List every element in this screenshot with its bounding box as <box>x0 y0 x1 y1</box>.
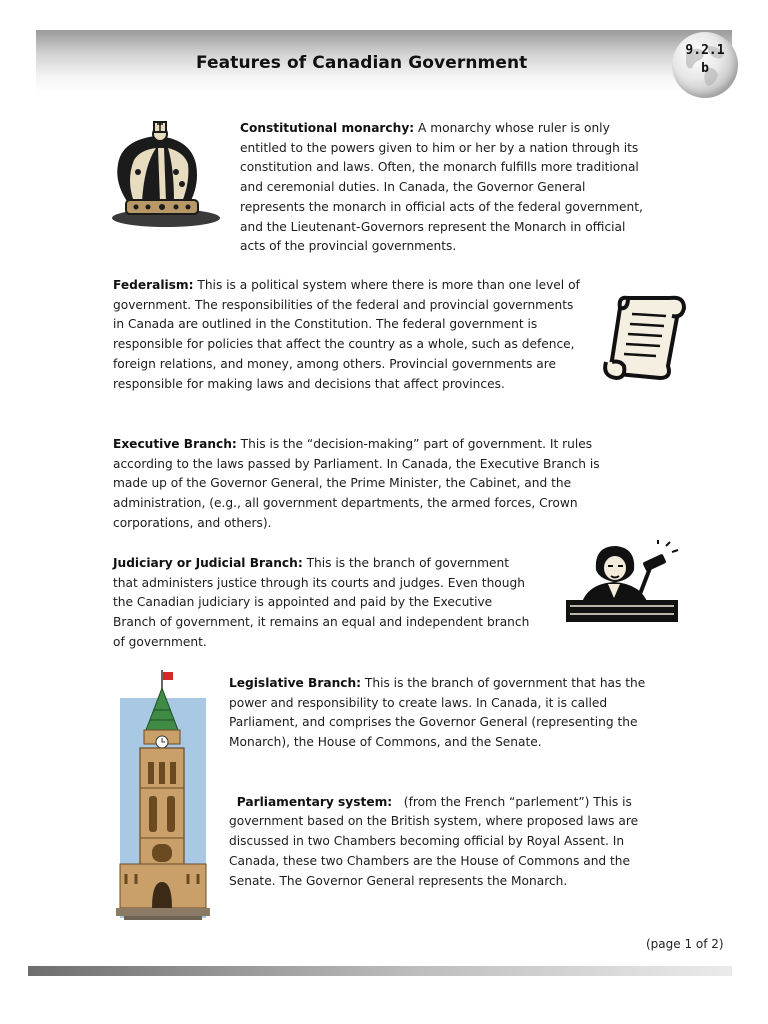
judge-gavel-icon <box>554 540 684 626</box>
footer-band <box>28 966 732 976</box>
definition-executive-branch: This is the “decision-making” part of government. It rules according to the laws passed by Parliament. In Canada, the Executive Branch is made up of the Governor General, the Prime Minister, the Cabinet, and the administration, (e.g., all government departments, the armed forces, Crown corporations, and others). <box>113 437 600 530</box>
section-federalism <box>113 276 583 394</box>
section-parliamentary-system <box>229 773 661 891</box>
page-title: Features of Canadian Government <box>196 53 528 73</box>
section-constitutional-monarchy <box>240 119 650 257</box>
section-judiciary <box>113 554 533 653</box>
definition-constitutional-monarchy: A monarchy whose ruler is only entitled to the powers given to him or her by a nation through its constitution and laws. Often, the monarch fulfills more traditional and ceremonial duties. In Canada, the Governor General represents the monarch in official acts of the federal government, and the Lieutenant-Governors represent the Monarch in official acts of the provincial governments. <box>240 121 643 254</box>
section-executive-branch <box>113 435 631 534</box>
term-constitutional-monarchy: Constitutional monarchy: <box>240 121 415 135</box>
term-judiciary: Judiciary or Judicial Branch: <box>113 556 303 570</box>
peace-tower-icon <box>116 668 210 924</box>
scroll-icon <box>598 290 692 382</box>
section-code <box>682 42 728 78</box>
term-parliamentary-system: Parliamentary system: <box>236 794 393 809</box>
definition-legislative-branch: This is the branch of government that has the power and responsibility to create laws. In Canada, it is called Parliament, and comprises the Governor General (representing the Monarch), the House of Commons, and the Senate. <box>229 676 646 750</box>
section-legislative-branch <box>229 674 661 753</box>
section-code-letter: b <box>701 61 709 76</box>
section-code-number: 9.2.1 <box>685 43 725 58</box>
term-executive-branch: Executive Branch: <box>113 437 237 451</box>
definition-federalism: This is a political system where there is more than one level of government. The responsibilities of the federal and provincial governments in Canada are outlined in the Constitution. The federal government is responsible for policies that affect the country as a whole, such as defence, foreign relations, and money, among others. Provincial governments are responsible for making laws and decisions that affect provinces. <box>113 278 580 391</box>
definition-parliamentary-system: (from the French “parlement”) This is government based on the British system, where proposed laws are discussed in two Chambers becoming official by Royal Assent. In Canada, these two Chambers are the House of Commons and the Senate. The Governor General represents the Monarch. <box>229 794 642 888</box>
term-federalism: Federalism: <box>113 278 194 292</box>
crown-icon <box>104 120 222 230</box>
definition-judiciary: This is the branch of government that administers justice through its courts and judges. Even though the Canadian judiciary is appointed and paid by the Executive Branch of government, it remains an equal and independent branch of government. <box>113 556 530 649</box>
term-legislative-branch: Legislative Branch: <box>229 676 362 690</box>
page-number: (page 1 of 2) <box>646 937 724 951</box>
